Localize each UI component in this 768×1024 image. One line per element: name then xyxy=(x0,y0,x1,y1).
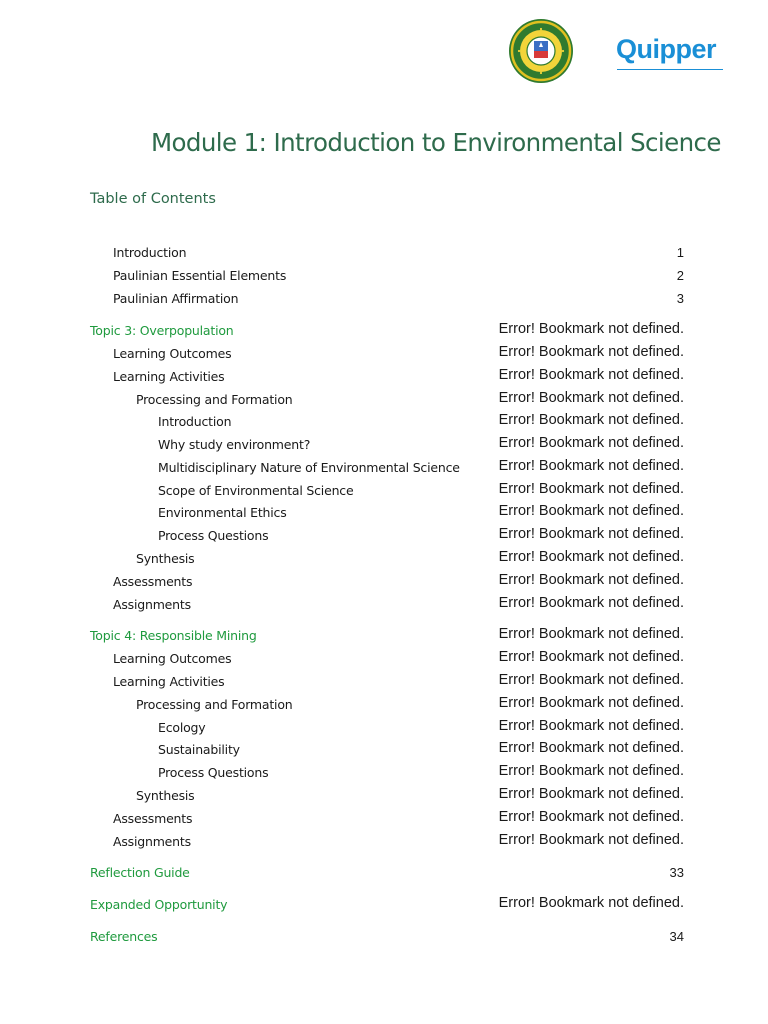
toc-entry-page: Error! Bookmark not defined. xyxy=(498,549,684,565)
toc-entry-page: Error! Bookmark not defined. xyxy=(498,763,684,779)
toc-topic-entry[interactable] xyxy=(0,926,768,948)
toc-entry-page: Error! Bookmark not defined. xyxy=(498,672,684,688)
toc-entry-label: Scope of Environmental Science xyxy=(158,483,354,498)
brand-logo-text: Quipper xyxy=(616,34,717,64)
toc-entry-label: Synthesis xyxy=(136,551,195,566)
toc-entry[interactable] xyxy=(0,671,768,693)
toc-entry-page: Error! Bookmark not defined. xyxy=(498,321,684,337)
toc-entry[interactable] xyxy=(0,831,768,853)
toc-entry[interactable] xyxy=(0,762,768,784)
toc-entry-label: Why study environment? xyxy=(158,437,311,452)
toc-entry-label: Synthesis xyxy=(136,788,195,803)
toc-entry[interactable] xyxy=(0,739,768,761)
toc-entry-label: Learning Activities xyxy=(113,369,225,384)
toc-entry-label: Learning Outcomes xyxy=(113,346,232,361)
toc-entry[interactable] xyxy=(0,343,768,365)
toc-entry-page: Error! Bookmark not defined. xyxy=(498,435,684,451)
toc-entry-page: Error! Bookmark not defined. xyxy=(498,786,684,802)
toc-topic-entry[interactable] xyxy=(0,894,768,916)
toc-entry-label: Environmental Ethics xyxy=(158,505,287,520)
toc-entry-page: Error! Bookmark not defined. xyxy=(498,367,684,383)
toc-entry-page: 3 xyxy=(676,291,684,306)
toc-topic-entry[interactable] xyxy=(0,320,768,342)
toc-entry[interactable] xyxy=(0,594,768,616)
toc-entry[interactable] xyxy=(0,525,768,547)
toc-entry-label: Sustainability xyxy=(158,742,240,757)
toc-entry-label: Expanded Opportunity xyxy=(90,897,228,912)
toc-entry-label: Process Questions xyxy=(158,765,269,780)
toc-entry-page: Error! Bookmark not defined. xyxy=(498,649,684,665)
toc-entry-label: Assessments xyxy=(113,811,193,826)
toc-entry-page: Error! Bookmark not defined. xyxy=(498,595,684,611)
toc-entry-label: Assessments xyxy=(113,574,193,589)
toc-entry[interactable] xyxy=(0,288,768,310)
toc-entry-page: Error! Bookmark not defined. xyxy=(498,718,684,734)
toc-entry[interactable] xyxy=(0,411,768,433)
toc-entry-page: Error! Bookmark not defined. xyxy=(498,390,684,406)
toc-entry[interactable] xyxy=(0,366,768,388)
page-title: Module 1: Introduction to Environmental Science xyxy=(151,128,721,157)
toc-entry-label: Processing and Formation xyxy=(136,392,293,407)
toc-entry-page: 1 xyxy=(676,245,684,260)
toc-entry-label: Topic 4: Responsible Mining xyxy=(90,628,257,643)
toc-entry-label: Learning Outcomes xyxy=(113,651,232,666)
toc-entry-label: Process Questions xyxy=(158,528,269,543)
toc-entry-label: Reflection Guide xyxy=(90,865,190,880)
toc-entry[interactable] xyxy=(0,808,768,830)
toc-entry-label: Learning Activities xyxy=(113,674,225,689)
toc-entry-label: Processing and Formation xyxy=(136,697,293,712)
toc-heading: Table of Contents xyxy=(90,191,216,207)
toc-entry-label: Assignments xyxy=(113,834,191,849)
toc-entry[interactable] xyxy=(0,571,768,593)
toc-entry[interactable] xyxy=(0,502,768,524)
toc-entry-page: Error! Bookmark not defined. xyxy=(498,503,684,519)
toc-entry-page: Error! Bookmark not defined. xyxy=(498,526,684,542)
toc-entry-page: Error! Bookmark not defined. xyxy=(498,458,684,474)
toc-entry-page: Error! Bookmark not defined. xyxy=(498,626,684,642)
toc-entry-page: Error! Bookmark not defined. xyxy=(498,481,684,497)
toc-entry-page: Error! Bookmark not defined. xyxy=(498,695,684,711)
toc-entry[interactable] xyxy=(0,434,768,456)
toc-entry-page: Error! Bookmark not defined. xyxy=(498,412,684,428)
toc-entry[interactable] xyxy=(0,548,768,570)
toc-entry-label: Introduction xyxy=(158,414,232,429)
toc-entry[interactable] xyxy=(0,480,768,502)
toc-entry-label: References xyxy=(90,929,158,944)
toc-entry[interactable] xyxy=(0,785,768,807)
toc-entry-label: Topic 3: Overpopulation xyxy=(90,323,234,338)
toc-entry[interactable] xyxy=(0,648,768,670)
toc-entry-page: 33 xyxy=(669,865,684,880)
toc-entry[interactable] xyxy=(0,389,768,411)
toc-entry-page: Error! Bookmark not defined. xyxy=(498,740,684,756)
toc-entry[interactable] xyxy=(0,717,768,739)
toc-entry-page: 34 xyxy=(669,929,684,944)
toc-entry-page: Error! Bookmark not defined. xyxy=(498,809,684,825)
toc-entry[interactable] xyxy=(0,242,768,264)
toc-entry-page: 2 xyxy=(676,268,684,283)
toc-entry-page: Error! Bookmark not defined. xyxy=(498,832,684,848)
toc-entry-label: Introduction xyxy=(113,245,187,260)
toc-entry[interactable] xyxy=(0,265,768,287)
toc-entry-page: Error! Bookmark not defined. xyxy=(498,572,684,588)
toc-topic-entry[interactable] xyxy=(0,625,768,647)
toc-entry[interactable] xyxy=(0,694,768,716)
toc-entry-label: Multidisciplinary Nature of Environmental Science xyxy=(158,460,460,475)
toc-entry[interactable] xyxy=(0,457,768,479)
toc-topic-entry[interactable] xyxy=(0,862,768,884)
toc-entry-label: Paulinian Essential Elements xyxy=(113,268,287,283)
toc-entry-page: Error! Bookmark not defined. xyxy=(498,895,684,911)
toc-entry-label: Paulinian Affirmation xyxy=(113,291,239,306)
toc-entry-label: Assignments xyxy=(113,597,191,612)
toc-entry-page: Error! Bookmark not defined. xyxy=(498,344,684,360)
toc-entry-label: Ecology xyxy=(158,720,206,735)
